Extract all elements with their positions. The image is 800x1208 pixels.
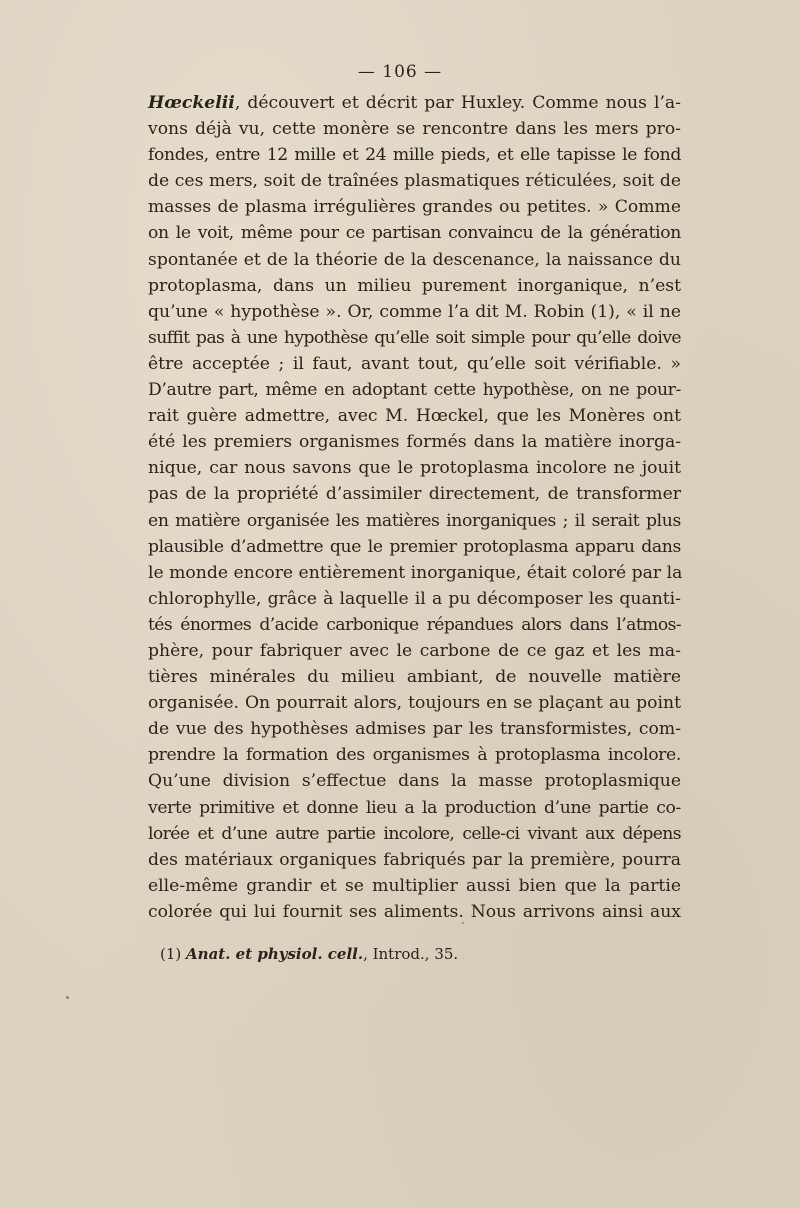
text-line-21: tés énormes d’acide carbonique répandues alors dans l’atmos- xyxy=(148,614,681,635)
footnote-source: Anat. et physiol. cell. xyxy=(186,945,364,963)
text-line-16: pas de la propriété d’assimiler directement, de transformer xyxy=(148,484,681,505)
text-line-6: on le voit, même pour ce partisan convaincu de la génération xyxy=(148,223,681,244)
text-line-23: tières minérales du milieu ambiant, de nouvelle matière xyxy=(148,667,681,688)
text-line-5: masses de plasma irrégulières grandes ou petites. » Comme xyxy=(148,197,681,218)
text-line-18: plausible d’admettre que le premier protoplasma apparu dans xyxy=(148,536,681,557)
text-line-1 xyxy=(148,90,681,116)
text-line-7: spontanée et de la théorie de la descenance, la naissance du xyxy=(148,249,681,270)
italic-word: Hœckelii xyxy=(148,93,235,113)
text-line-26: prendre la formation des organismes à protoplasma incolore. xyxy=(148,745,681,766)
text-line-8: protoplasma, dans un milieu purement inorganique, n’est xyxy=(148,275,681,296)
text-line-10: suffit pas à une hypothèse qu’elle soit simple pour qu’elle doive xyxy=(148,327,681,348)
text-line-29: lorée et d’une autre partie incolore, celle-ci vivant aux dépens xyxy=(148,823,681,844)
text-line-15: nique, car nous savons que le protoplasma incolore ne jouit xyxy=(148,458,681,479)
text-line-11: être acceptée ; il faut, avant tout, qu’elle soit vérifiable. » xyxy=(148,353,681,374)
text-line-24: organisée. On pourrait alors, toujours en se plaçant au point xyxy=(148,693,681,714)
text-line-12: D’autre part, même en adoptant cette hypothèse, on ne pour- xyxy=(148,380,681,401)
text-line-1-rest: , découvert et décrit par Huxley. Comme nous l’a- xyxy=(234,93,681,113)
text-line-4: de ces mers, soit de traînées plasmatiques réticulées, soit de xyxy=(148,171,681,192)
text-line-27: Qu’une division s’effectue dans la masse protoplasmique xyxy=(148,771,681,792)
text-line-30: des matériaux organiques fabriqués par la première, pourra xyxy=(148,849,681,870)
body-text xyxy=(148,90,681,925)
text-line-2: vons déjà vu, cette monère se rencontre dans les mers pro- xyxy=(148,119,681,140)
page-number: — 106 — xyxy=(357,62,443,82)
text-line-3: fondes, entre 12 mille et 24 mille pieds, et elle tapisse le fond xyxy=(148,145,681,166)
text-line-13: rait guère admettre, avec M. Hœckel, que les Monères ont xyxy=(148,406,681,427)
text-line-19: le monde encore entièrement inorganique, était coloré par la xyxy=(148,562,683,583)
text-line-14: été les premiers organismes formés dans la matière inorga- xyxy=(148,432,681,453)
text-line-20: chlorophylle, grâce à laquelle il a pu décomposer les quanti- xyxy=(148,588,681,609)
footnote xyxy=(160,944,458,964)
text-line-32: colorée qui lui fournit ses aliments. Nous arrivons ainsi aux xyxy=(148,901,681,922)
text-line-28: verte primitive et donne lieu a la production d’une partie co- xyxy=(148,797,681,818)
footnote-marker: (1) xyxy=(160,945,182,963)
text-line-22: phère, pour fabriquer avec le carbone de ce gaz et les ma- xyxy=(148,640,681,661)
text-line-9: qu’une « hypothèse ». Or, comme l’a dit M. Robin (1), « il ne xyxy=(148,301,681,322)
paper-speck xyxy=(66,996,69,999)
paper-speck xyxy=(462,922,464,924)
text-line-25: de vue des hypothèses admises par les transformistes, com- xyxy=(148,719,681,740)
text-line-17: en matière organisée les matières inorganiques ; il serait plus xyxy=(148,510,681,531)
footnote-rest: , Introd., 35. xyxy=(363,945,459,963)
text-line-31: elle-même grandir et se multiplier aussi bien que la partie xyxy=(148,875,681,896)
